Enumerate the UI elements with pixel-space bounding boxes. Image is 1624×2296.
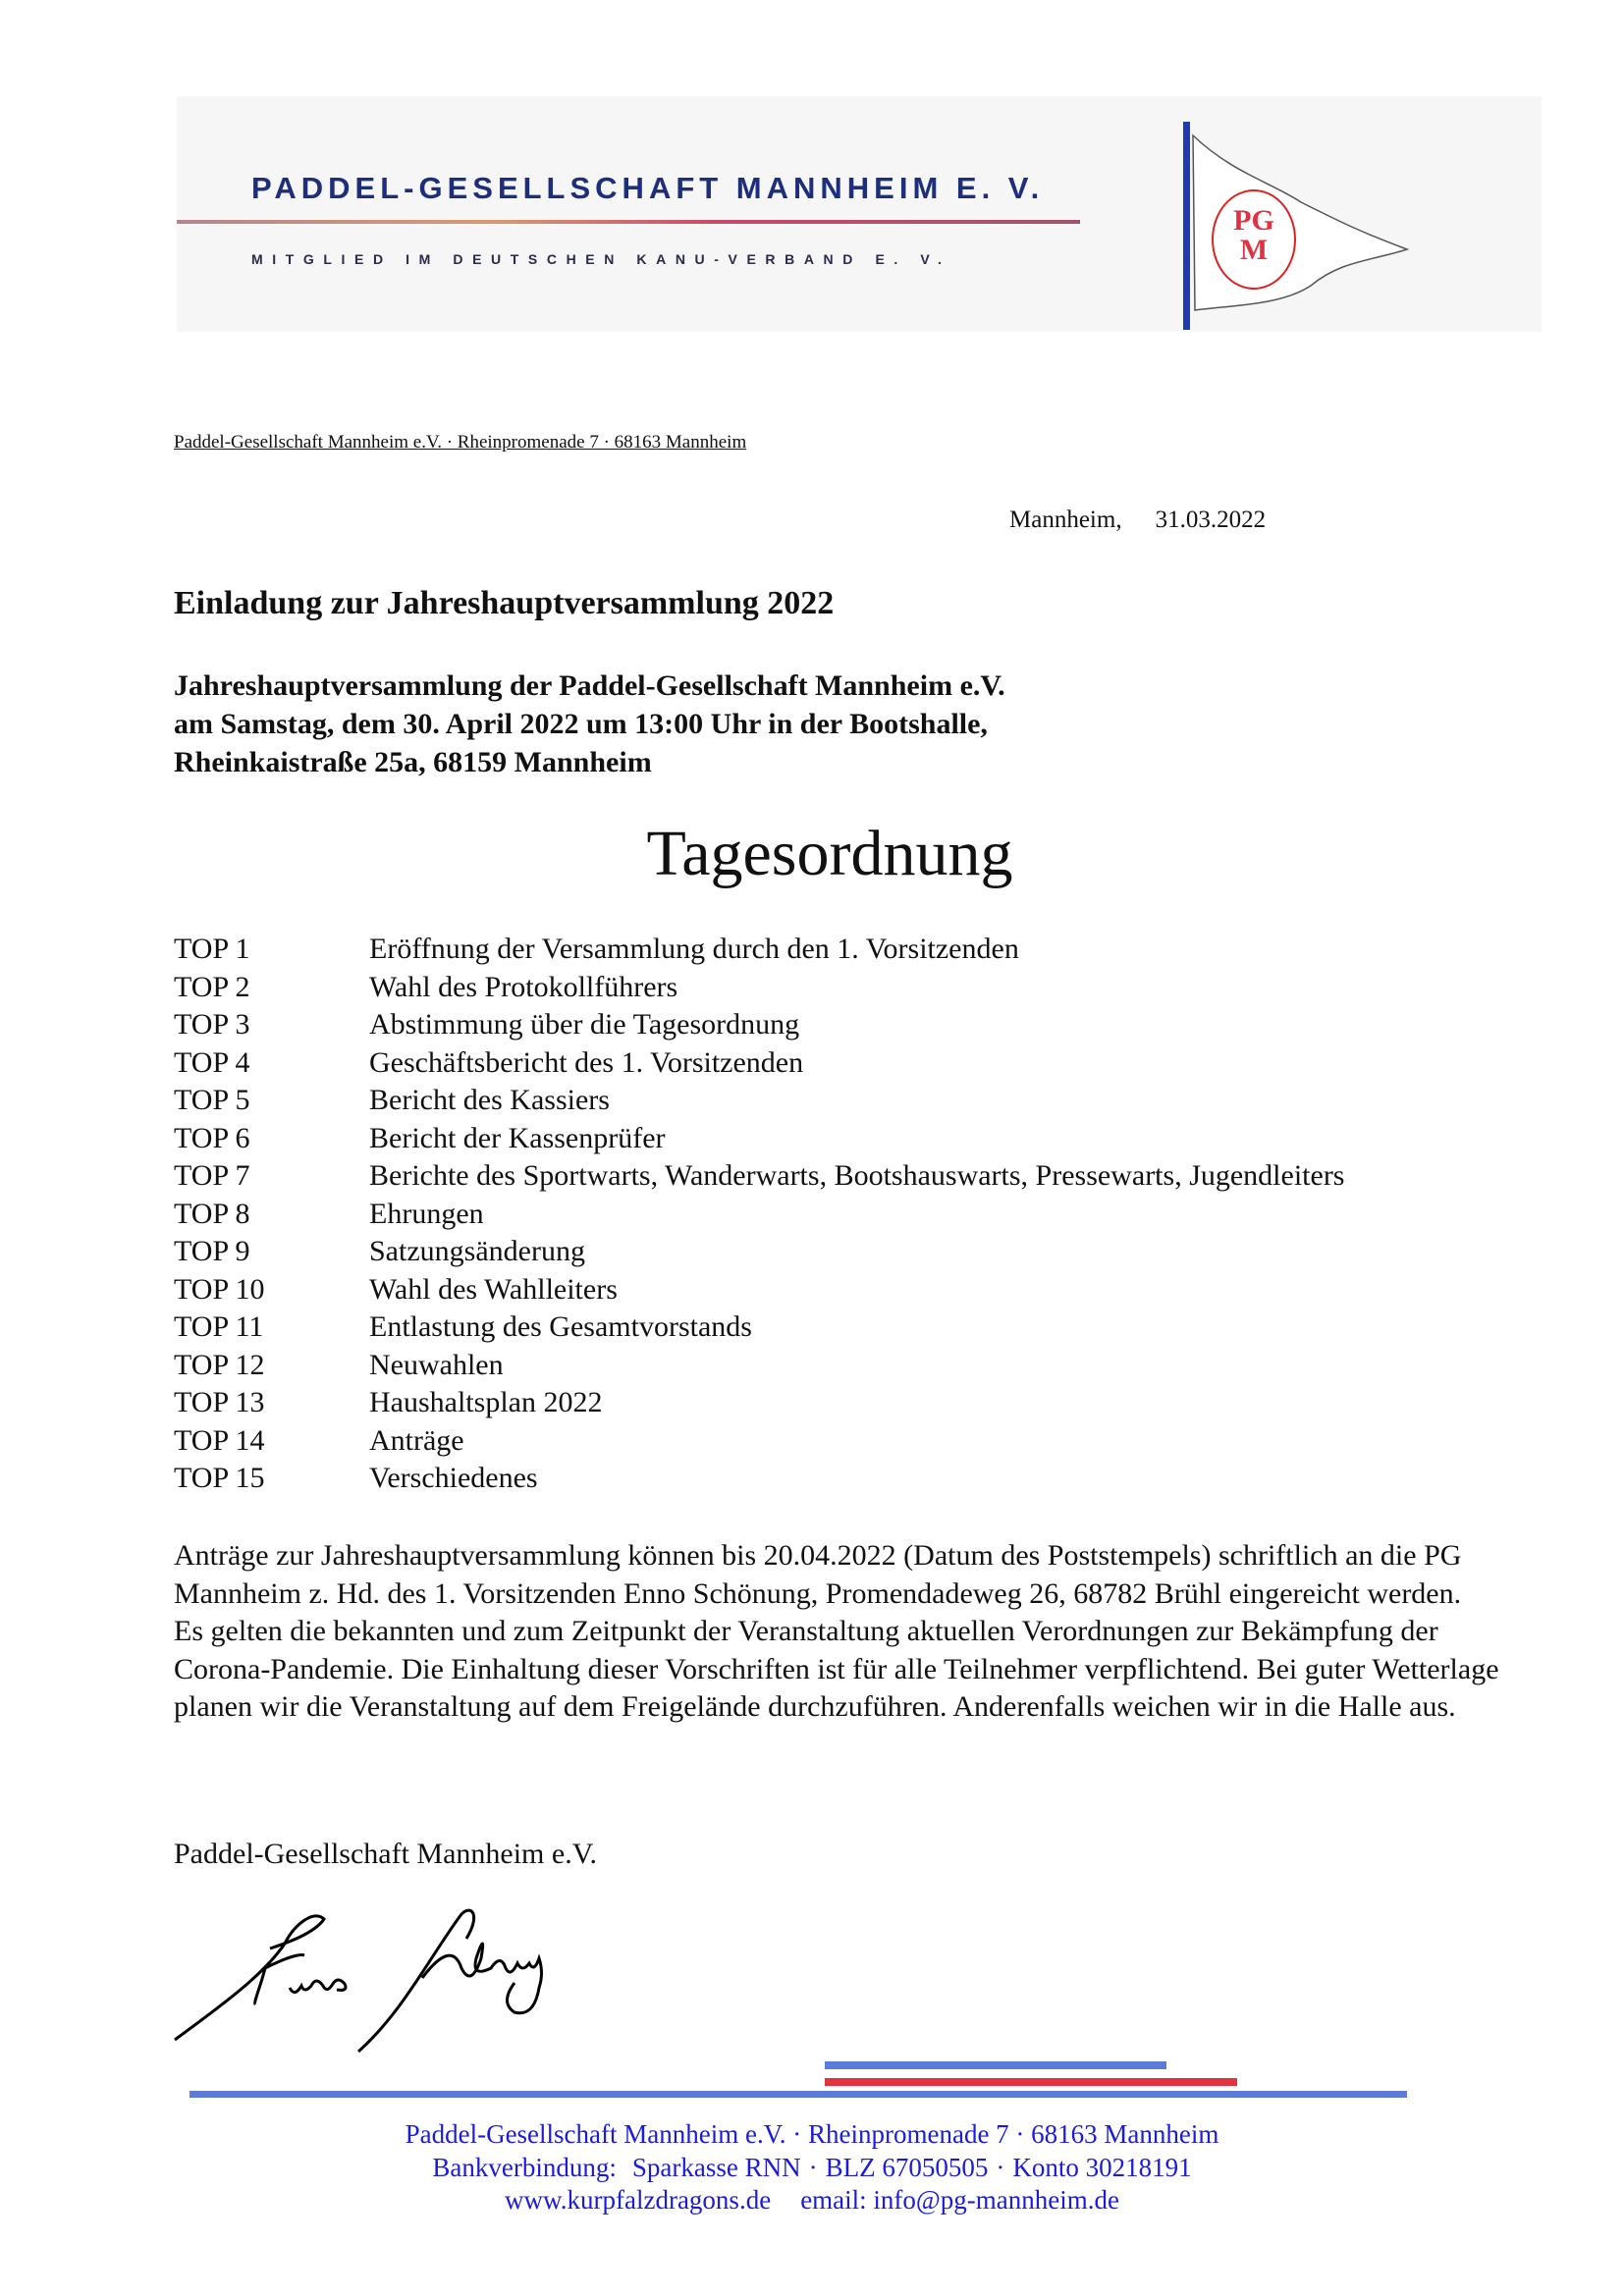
agenda-item-label: TOP 4	[174, 1045, 250, 1079]
agenda-item-label: TOP 13	[174, 1386, 265, 1418]
agenda-item-text: Abstimmung über die Tagesordnung	[369, 1008, 800, 1041]
agenda-item-text: Berichte des Sportwarts, Wanderwarts, Bootshauswarts, Pressewarts, Jugendleiters	[369, 1159, 1345, 1192]
date-value: 31.03.2022	[1155, 507, 1267, 533]
agenda-item-text: Bericht des Kassiers	[369, 1084, 610, 1116]
footer-bank: Bankverbindung: Sparkasse RNN · BLZ 67050505 · Konto 30218191	[432, 2152, 1192, 2182]
meeting-details	[174, 667, 1005, 781]
agenda-item-label: TOP 3	[174, 1008, 250, 1041]
meeting-line: am Samstag, dem 30. April 2022 um 13:00 Uhr in der Bootshalle,	[174, 708, 988, 740]
agenda-item-label: TOP 2	[174, 970, 250, 1003]
bank-blz: BLZ 67050505	[825, 2152, 989, 2182]
agenda-item-text: Wahl des Wahlleiters	[369, 1272, 618, 1306]
agenda-item-label: TOP 8	[174, 1197, 250, 1230]
agenda-item-text: Wahl des Protokollführers	[369, 970, 678, 1003]
agenda-item	[174, 1044, 1345, 1083]
agenda-item-text: Bericht der Kassenprüfer	[369, 1121, 666, 1154]
signature-icon	[167, 1895, 677, 2066]
agenda-item-label: TOP 14	[174, 1423, 265, 1457]
agenda-item-text: Haushaltsplan 2022	[369, 1386, 603, 1418]
agenda-item-label: TOP 7	[174, 1159, 250, 1192]
agenda-item-label: TOP 15	[174, 1462, 265, 1494]
agenda-item-text: Satzungsänderung	[369, 1235, 585, 1267]
agenda-item-label: TOP 6	[174, 1121, 250, 1154]
agenda-item	[174, 1271, 1345, 1309]
email-link[interactable]: email: info@pg-mannheim.de	[800, 2185, 1119, 2215]
meeting-line: Jahreshauptversammlung der Paddel-Gesellschaft Mannheim e.V.	[174, 669, 1005, 702]
closing: Paddel-Gesellschaft Mannheim e.V.	[174, 1838, 598, 1870]
body-paragraph: Anträge zur Jahreshauptversammlung können bis 20.04.2022 (Datum des Poststempels) schriftlich an die PG Mannheim z. Hd. des 1. Vorsitzenden Enno Schönung, Promendadeweg 26, 68782 Brühl eingereicht werden.	[174, 1539, 1462, 1610]
agenda-item	[174, 1347, 1345, 1385]
agenda-item-text: Anträge	[369, 1423, 464, 1457]
agenda-item-label: TOP 11	[174, 1310, 264, 1343]
agenda-item	[174, 969, 1345, 1007]
agenda-item-label: TOP 10	[174, 1272, 265, 1306]
footer-address: Paddel-Gesellschaft Mannheim e.V. · Rheinpromenade 7 · 68163 Mannheim	[405, 2119, 1219, 2149]
agenda-item-text: Entlastung des Gesamtvorstands	[369, 1310, 752, 1343]
website-link[interactable]: www.kurpfalzdragons.de	[505, 2185, 772, 2215]
org-name: PADDEL-GESELLSCHAFT MANNHEIM E. V.	[251, 171, 1045, 205]
agenda-item-text: Eröffnung der Versammlung durch den 1. Vorsitzenden	[369, 933, 1019, 965]
date-place: Mannheim,	[1009, 507, 1122, 533]
body-text	[174, 1537, 1509, 1727]
agenda-item	[174, 1082, 1345, 1120]
agenda-item	[174, 1120, 1345, 1158]
date-line	[1009, 507, 1299, 534]
footer-contact	[0, 2184, 1624, 2217]
agenda-heading: Tagesordnung	[646, 818, 1013, 889]
agenda-item	[174, 1308, 1345, 1347]
bank-konto: Konto 30218191	[1012, 2152, 1192, 2182]
agenda-list	[174, 931, 1345, 1498]
agenda-item	[174, 1384, 1345, 1422]
footer-rule-red	[825, 2078, 1237, 2086]
agenda-item	[174, 1196, 1345, 1234]
letter-title: Einladung zur Jahreshauptversammlung 2022	[174, 585, 835, 621]
footer	[0, 2118, 1624, 2217]
agenda-item	[174, 1422, 1345, 1461]
letterhead-banner	[177, 96, 1542, 332]
agenda-item	[174, 1157, 1345, 1196]
agenda-item-label: TOP 9	[174, 1235, 250, 1267]
agenda-item-text: Neuwahlen	[369, 1348, 504, 1381]
agenda-item	[174, 1006, 1345, 1044]
agenda-item-label: TOP 5	[174, 1084, 250, 1116]
letterhead-rule	[177, 220, 1080, 224]
membership-line: MITGLIED IM DEUTSCHEN KANU-VERBAND E. V.	[251, 251, 951, 267]
bank-label: Bankverbindung:	[432, 2152, 617, 2182]
agenda-item-label: TOP 1	[174, 933, 250, 965]
agenda-item-label: TOP 12	[174, 1348, 265, 1381]
meeting-line: Rheinkaistraße 25a, 68159 Mannheim	[174, 746, 652, 778]
footer-rule-blue-short	[825, 2061, 1166, 2069]
agenda-item	[174, 1460, 1345, 1498]
footer-rule-blue-long	[189, 2091, 1407, 2098]
agenda-item	[174, 1233, 1345, 1271]
bank-name: Sparkasse RNN	[631, 2152, 801, 2182]
agenda-item-text: Geschäftsbericht des 1. Vorsitzenden	[369, 1045, 804, 1079]
agenda-item	[174, 931, 1345, 969]
agenda-item-text: Ehrungen	[369, 1197, 484, 1230]
flag-logo-text: PGM	[1233, 204, 1274, 266]
agenda-item-text: Verschiedenes	[369, 1462, 538, 1494]
sender-line: Paddel-Gesellschaft Mannheim e.V. · Rheinpromenade 7 · 68163 Mannheim	[174, 432, 747, 453]
body-paragraph: Es gelten die bekannten und zum Zeitpunkt der Veranstaltung aktuellen Verordnungen zur Bekämpfung der Corona-Pandemie. Die Einhaltung dieser Vorschriften ist für alle Teilnehmer verpflichtend. Bei guter Wetterlage planen wir die Veranstaltung auf dem Freigelände durchzuführen. Anderenfalls weichen wir in die Halle aus.	[174, 1615, 1499, 1723]
